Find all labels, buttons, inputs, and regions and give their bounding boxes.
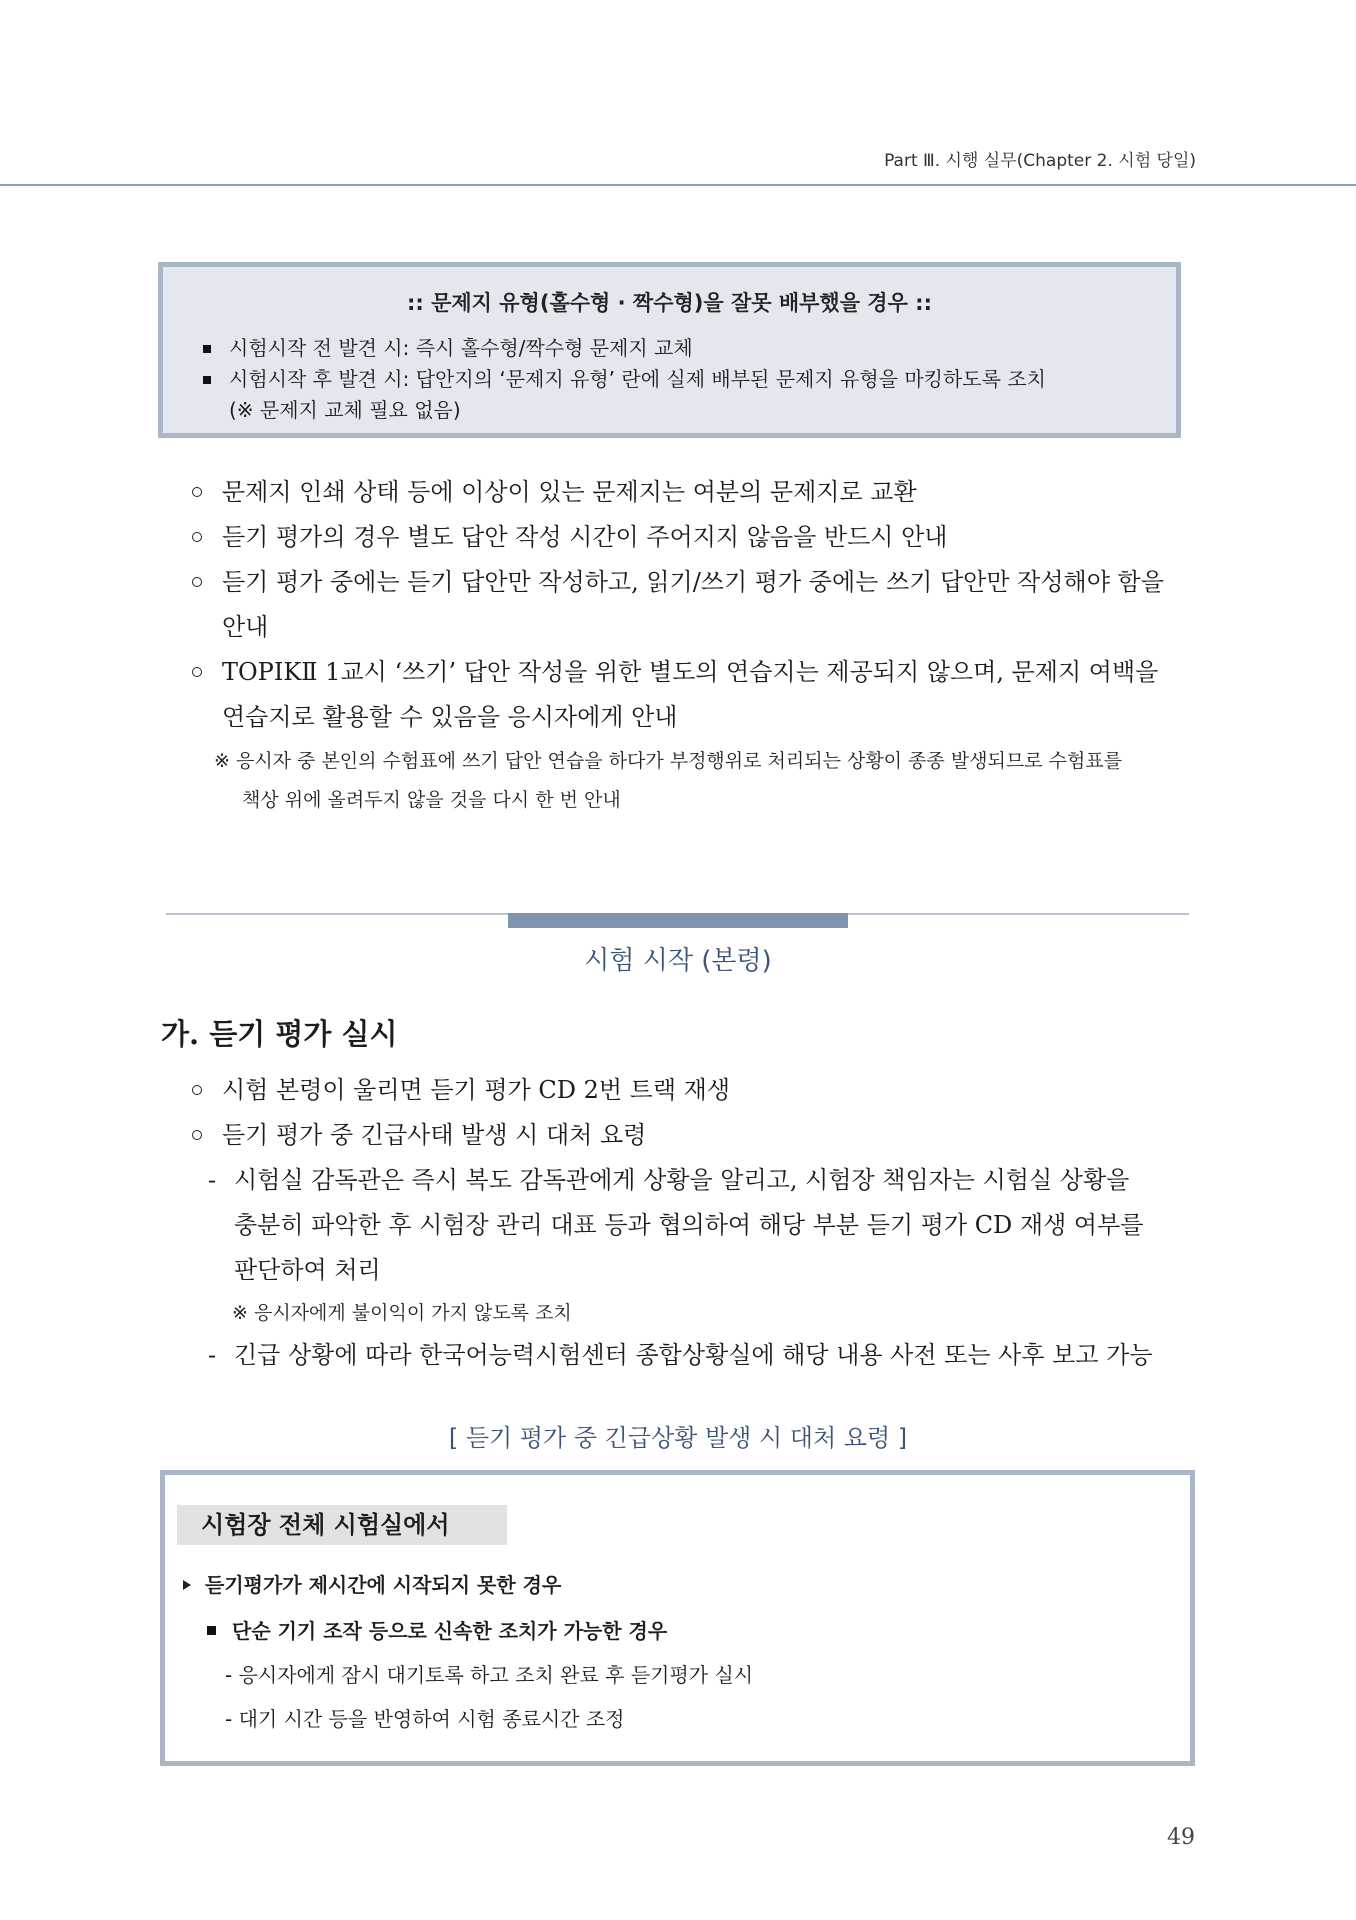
figure-caption: [ 듣기 평가 중 긴급상황 발생 시 대처 요령 ] [448,1424,908,1452]
dash-bullet: - [208,1341,217,1369]
page-number: 49 [1167,1825,1195,1850]
notice-sub-note: (※ 문제지 교체 필요 없음) [229,398,461,422]
circle-bullet-icon [192,577,202,587]
notice-item [203,333,1176,364]
listening-item [190,1068,1200,1113]
dash-bullet: - [208,1166,217,1194]
emergency-procedure-box [160,1470,1195,1766]
guidance-text: TOPIKⅡ 1교시 ‘쓰기’ 답안 작성을 위한 별도의 연습지는 제공되지 않으며, 문제지 여백을 [222,658,1159,686]
emergency-steps [208,1158,1200,1378]
listening-text: 듣기 평가 중 긴급사태 발생 시 대처 요령 [222,1121,647,1149]
section-divider-tab [508,913,848,928]
wrong-type-notice-box [158,262,1181,438]
guidance-text: 듣기 평가 중에는 듣기 답안만 작성하고, 읽기/쓰기 평가 중에는 쓰기 답안만 작성해야 함을 [222,568,1164,596]
subsection-heading: 가. 듣기 평가 실시 [161,1017,398,1051]
note-line: 책상 위에 올려두지 않을 것을 다시 한 번 안내 [242,789,621,811]
procedure-action: - 대기 시간 등을 반영하여 시험 종료시간 조정 [225,1707,625,1731]
circle-bullet-icon [192,1130,202,1140]
square-bullet-icon [203,376,211,384]
section-title: 시험 시작 (본령) [584,946,772,976]
procedure-subcase-text: 단순 기기 조작 등으로 신속한 조치가 가능한 경우 [232,1619,668,1643]
step-note: ※ 응시자에게 불이익이 가지 않도록 조치 [232,1302,572,1324]
step-text: 시험실 감독관은 즉시 복도 감독관에게 상황을 알리고, 시험장 책임자는 시험실 상황을 [234,1166,1130,1194]
procedure-subcase [207,1617,667,1645]
listening-list [190,1068,1200,1378]
circle-bullet-icon [192,487,202,497]
notice-item-text: 시험시작 후 발견 시: 답안지의 ‘문제지 유형’ 란에 실제 배부된 문제지 유형을 마킹하도록 조치 [229,367,1046,391]
guidance-item [190,515,1200,560]
notice-box-title: :: 문제지 유형(홀수형 · 짝수형)을 잘못 배부했을 경우 :: [407,291,932,315]
circle-bullet-icon [192,667,202,677]
guidance-text: 문제지 인쇄 상태 등에 이상이 있는 문제지는 여분의 문제지로 교환 [222,478,917,506]
guidance-item [190,560,1200,650]
header-rule [0,184,1356,186]
running-header: Part Ⅲ. 시행 실무(Chapter 2. 시험 당일) [884,151,1196,171]
step-text: 긴급 상황에 따라 한국어능력시험센터 종합상황실에 해당 내용 사전 또는 사후 보고 가능 [234,1341,1153,1369]
procedure-action: - 응시자에게 잠시 대기토록 하고 조치 완료 후 듣기평가 실시 [225,1663,754,1687]
guidance-text-cont: 안내 [222,613,269,641]
notice-item [203,364,1176,395]
notice-item-text: 시험시작 전 발견 시: 즉시 홀수형/짝수형 문제지 교체 [229,336,693,360]
procedure-case-text: 듣기평가가 제시간에 시작되지 못한 경우 [205,1573,562,1597]
note-line: ※ 응시자 중 본인의 수험표에 쓰기 답안 연습을 하다가 부정행위로 처리되는 상황이 종종 발생되므로 수험표를 [214,750,1123,772]
guidance-note [190,742,1200,820]
square-bullet-icon [203,345,211,353]
guidance-item [190,470,1200,515]
guidance-text-cont: 연습지로 활용할 수 있음을 응시자에게 안내 [222,703,678,731]
step-text: 충분히 파악한 후 시험장 관리 대표 등과 협의하여 해당 부분 듣기 평가 CD 재생 여부를 [234,1211,1144,1239]
listening-item [190,1113,1200,1158]
guidance-text: 듣기 평가의 경우 별도 답안 작성 시간이 주어지지 않음을 반드시 안내 [222,523,948,551]
square-bullet-icon [207,1626,216,1635]
triangle-bullet-icon [183,1580,191,1590]
circle-bullet-icon [192,532,202,542]
circle-bullet-icon [192,1085,202,1095]
emergency-step [208,1158,1200,1293]
procedure-case [183,1571,561,1599]
guidance-item [190,650,1200,740]
listening-text: 시험 본령이 울리면 듣기 평가 CD 2번 트랙 재생 [222,1076,731,1104]
guidance-list [190,470,1200,820]
step-text: 판단하여 처리 [234,1256,381,1284]
emergency-step [208,1333,1200,1378]
notice-box-list [163,333,1176,395]
procedure-box-label: 시험장 전체 시험실에서 [177,1505,507,1545]
